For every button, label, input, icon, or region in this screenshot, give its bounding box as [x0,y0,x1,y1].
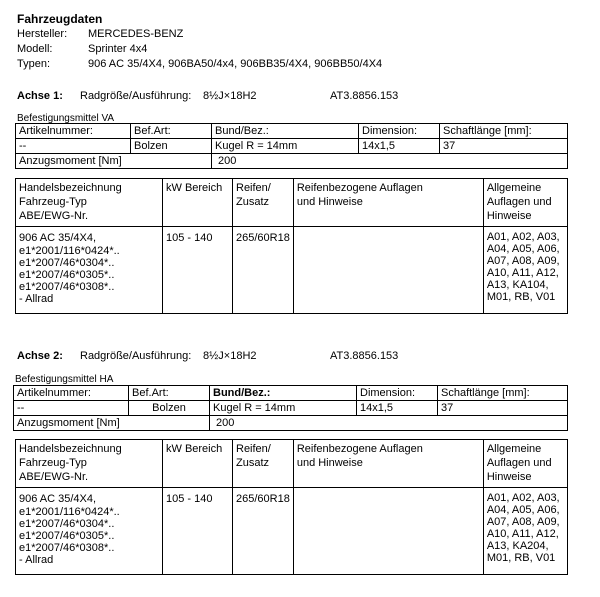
fastening-cell: -- [16,139,131,154]
fastening-cell: Bolzen [131,139,212,154]
fastening-header: Bef.Art: [131,124,212,139]
manufacturer-label: Hersteller: [17,28,68,40]
axle1-size: 8½J×18H2 [203,90,257,102]
torque-value: 200 [212,154,568,169]
tire-kw: 105 - 140 [163,227,233,314]
fastening-cell: Kugel R = 14mm [210,401,357,416]
axle1-tire-table [15,178,568,314]
axle1-code: AT3.8856.153 [330,90,399,102]
axle1-label: Achse 1: [17,90,63,102]
fastening-header: Artikelnummer: [14,386,129,401]
tire-header-designation: Handelsbezeichnung Fahrzeug-Typ ABE/EWG-Nr. [16,440,163,488]
fastening-header: Dimension: [359,124,440,139]
page-title: Fahrzeugdaten [17,12,103,26]
torque-label: Anzugsmoment [Nm] [14,416,210,431]
fastening-header: Bund/Bez.: [212,124,359,139]
fastening-cell: Bolzen [129,401,210,416]
tire-header-specific: Reifenbezogene Auflagen und Hinweise [293,179,483,227]
types-label: Typen: [17,58,51,70]
axle1-size-label: Radgröße/Ausführung: [80,90,192,102]
tire-header-kw: kW Bereich [163,179,233,227]
fastening-header: Schaftlänge [mm]: [440,124,568,139]
tire-header-specific: Reifenbezogene Auflagen und Hinweise [293,440,483,488]
fastening-header: Schaftlänge [mm]: [438,386,568,401]
torque-label: Anzugsmoment [Nm] [16,154,212,169]
axle2-fastening-title: Befestigungsmittel HA [15,374,114,385]
axle2-fastening-table [13,385,568,431]
tire-header-general: Allgemeine Auflagen und Hinweise [483,179,567,227]
model-label: Modell: [17,43,53,55]
tire-specific [293,488,483,575]
axle1-fastening-table [15,123,568,169]
manufacturer-value: MERCEDES-BENZ [88,28,184,40]
axle2-size-label: Radgröße/Ausführung: [80,350,192,362]
tire-specific [293,227,483,314]
tire-designation: 906 AC 35/4X4, e1*2001/116*0424*.. e1*2007/46*0304*.. e1*2007/46*0305*.. e1*2007/46*0308*.. - Allrad [16,227,163,314]
tire-header-tire: Reifen/ Zusatz [233,179,294,227]
tire-header-kw: kW Bereich [163,440,233,488]
fastening-cell: -- [14,401,129,416]
axle2-code: AT3.8856.153 [330,350,399,362]
torque-value: 200 [210,416,568,431]
fastening-cell: 37 [440,139,568,154]
fastening-header: Artikelnummer: [16,124,131,139]
axle2-tire-table [15,439,568,575]
tire-header-tire: Reifen/ Zusatz [233,440,294,488]
fastening-header: Bef.Art: [129,386,210,401]
fastening-header: Bund/Bez.: [210,386,357,401]
fastening-header: Dimension: [357,386,438,401]
axle2-size: 8½J×18H2 [203,350,257,362]
axle1-fastening-title: Befestigungsmittel VA [17,113,115,124]
axle2-label: Achse 2: [17,350,63,362]
fastening-cell: 14x1,5 [357,401,438,416]
fastening-cell: 14x1,5 [359,139,440,154]
tire-header-designation: Handelsbezeichnung Fahrzeug-Typ ABE/EWG-Nr. [16,179,163,227]
tire-kw: 105 - 140 [163,488,233,575]
tire-size: 265/60R18 [233,227,294,314]
fastening-cell: 37 [438,401,568,416]
tire-header-general: Allgemeine Auflagen und Hinweise [483,440,567,488]
model-value: Sprinter 4x4 [88,43,148,55]
types-value: 906 AC 35/4X4, 906BA50/4x4, 906BB35/4X4, 906BB50/4X4 [88,58,383,70]
fastening-cell: Kugel R = 14mm [212,139,359,154]
tire-size: 265/60R18 [233,488,294,575]
tire-designation: 906 AC 35/4X4, e1*2001/116*0424*.. e1*2007/46*0304*.. e1*2007/46*0305*.. e1*2007/46*0308*.. - Allrad [16,488,163,575]
tire-general: A01, A02, A03, A04, A05, A06, A07, A08, A09, A10, A11, A12, A13, KA104, M01, RB, V01 [483,227,567,314]
tire-general: A01, A02, A03, A04, A05, A06, A07, A08, A09, A10, A11, A12, A13, KA204, M01, RB, V01 [483,488,567,575]
